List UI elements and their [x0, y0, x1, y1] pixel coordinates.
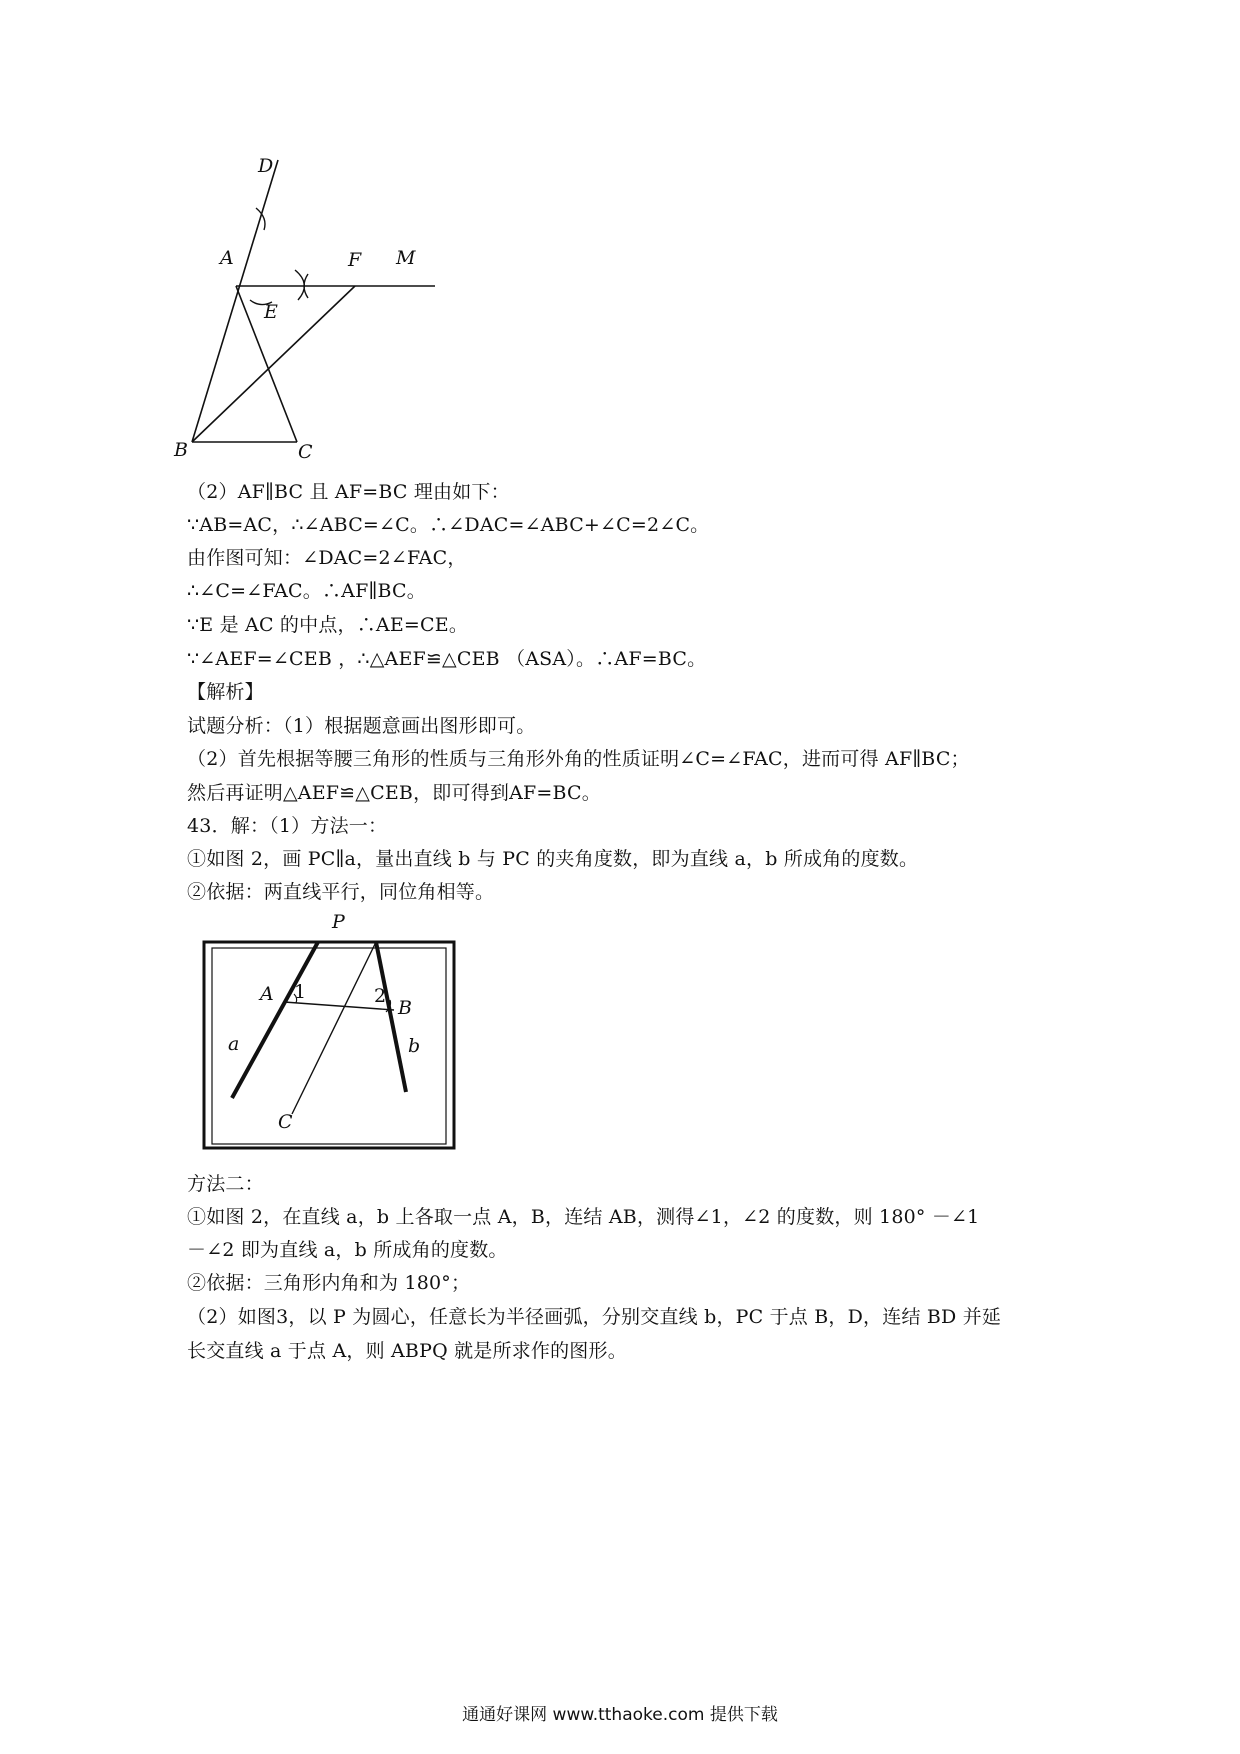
- label-m: M: [396, 247, 416, 269]
- label-p: P: [332, 911, 345, 933]
- text-line: （2）首先根据等腰三角形的性质与三角形外角的性质证明∠C=∠FAC，进而可得 AF∥BC；: [187, 748, 970, 770]
- label-angle-2: 2: [374, 985, 387, 1007]
- line-a: [232, 942, 318, 1098]
- text-line: （2）如图3，以 P 为圆心，任意长为半径画弧，分别交直线 b，PC 于点 B，D，连结 BD 并延: [187, 1306, 1002, 1328]
- text-line: 由作图可知：∠DAC=2∠FAC，: [187, 547, 467, 569]
- label-c: C: [298, 441, 313, 463]
- text-line: ①如图 2，画 PC∥a，量出直线 b 与 PC 的夹角度数，即为直线 a，b 所成角的度数。: [187, 848, 919, 870]
- text-line: 长交直线 a 于点 A，则 ABPQ 就是所求作的图形。: [187, 1340, 627, 1362]
- label-f: F: [348, 249, 362, 271]
- arc-mark-am: [295, 270, 304, 300]
- construction-figure: [174, 155, 480, 463]
- text-line: ∵E 是 AC 的中点，∴AE=CE。: [187, 614, 469, 636]
- text-line: 方法二：: [187, 1173, 264, 1195]
- section-heading: 【解析】: [187, 681, 264, 703]
- text-line: （2）AF∥BC 且 AF=BC 理由如下：: [187, 481, 510, 503]
- construction-figure-svg: [174, 155, 480, 463]
- text-line: 试题分析：（1）根据题意画出图形即可。: [187, 715, 536, 737]
- label-angle-1: 1: [294, 981, 307, 1003]
- text-line: 43．解：（1）方法一：: [187, 815, 388, 837]
- text-line: ①如图 2，在直线 a，b 上各取一点 A，B，连结 AB，测得∠1，∠2 的度数，则 180° －∠1: [187, 1206, 980, 1228]
- angle-figure-svg: [198, 902, 460, 1154]
- page-footer: 通通好课网 www.tthaoke.com 提供下载: [462, 1705, 778, 1725]
- label-a: A: [220, 247, 234, 269]
- label-d: D: [258, 155, 274, 177]
- text-line: ∵AB=AC，∴∠ABC=∠C。∴∠DAC=∠ABC+∠C=2∠C。: [187, 514, 710, 536]
- text-line: ②依据：两直线平行，同位角相等。: [187, 881, 495, 903]
- text-line: ∵∠AEF=∠CEB ，∴△AEF≌△CEB （ASA）。∴AF=BC。: [187, 648, 707, 670]
- label-line-b: b: [408, 1035, 421, 1057]
- label-e: E: [264, 301, 278, 323]
- text-line: －∠2 即为直线 a，b 所成角的度数。: [187, 1239, 508, 1261]
- text-line: 然后再证明△AEF≌△CEB，即可得到AF=BC。: [187, 782, 601, 804]
- label-b: B: [174, 439, 188, 461]
- label-line-a: a: [228, 1033, 240, 1055]
- text-line: ∴∠C=∠FAC。∴AF∥BC。: [187, 580, 426, 602]
- label-c-point: C: [278, 1111, 293, 1133]
- label-b-point: B: [398, 997, 412, 1019]
- label-a-point: A: [260, 983, 274, 1005]
- angle-figure: [198, 902, 460, 1154]
- text-line: ②依据：三角形内角和为 180°；: [187, 1272, 471, 1294]
